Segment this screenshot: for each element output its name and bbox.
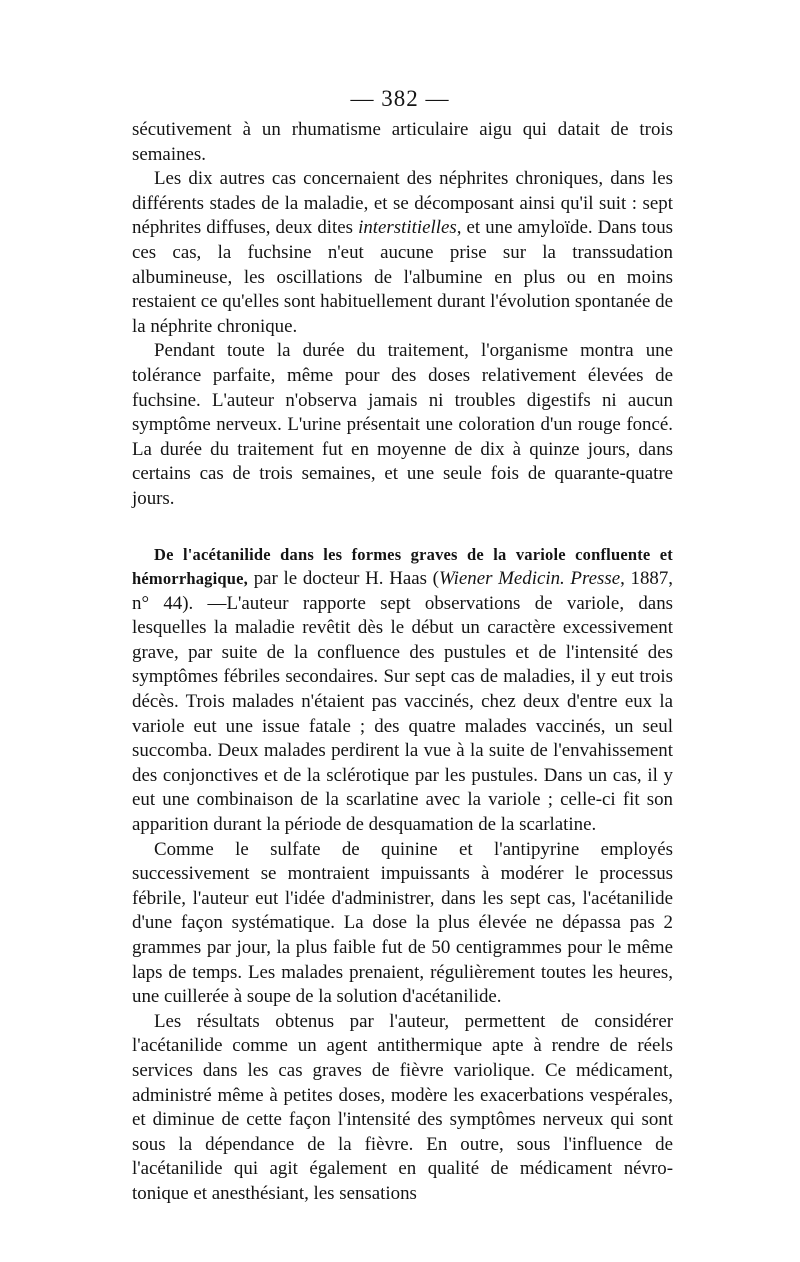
paragraph-dosage: Comme le sulfate de quinine et l'antipyrine employés successivement se montraient impuissants à modérer le processus fébrile, l'auteur eut l'idée d'administrer, dans les sept cas, l'acétanilide d'une façon systématique. La dose la plus élevée ne dépassa pas 2 grammes par jour, la plus faible fut de 50 centigrammes pour le même laps de temps. Les malades prenaient, régulièrement toutes les heures, une cuillerée à soupe de la solution d'acétanilide. bbox=[132, 838, 673, 1008]
page-number: — 382 — bbox=[350, 86, 450, 111]
paragraph-text: Les dix autres cas concernaient des néphrites chroniques, dans les différents stades de la maladie, et se décomposant ainsi qu'il suit : sept néphrites diffuses, deux dites bbox=[132, 168, 673, 239]
paragraph-tolerance: Pendant toute la durée du traitement, l'organisme montra une tolérance parfaite, même pour des doses relativement élevées de fuchsine. L'auteur n'observa jamais ni troubles digestifs ni aucun symptôme nerveux. L'urine présentait une coloration d'un rouge foncé. La durée du traitement fut en moyenne de dix à quinze jours, dans certains cas de trois semaines, et une seule fois de quarante-quatre jours. bbox=[132, 340, 673, 509]
article-heading: De l'acétanilide dans les formes graves de la variole confluente et hémorrhagique, bbox=[132, 544, 673, 589]
text-block bbox=[132, 118, 673, 1207]
italic-term: interstitielles bbox=[358, 217, 457, 239]
journal-title: Wiener Medicin. Presse bbox=[438, 568, 621, 590]
article-acetanilide bbox=[132, 543, 673, 838]
paragraph-results: Les résultats obtenus par l'auteur, permettent de considérer l'acétanilide comme un agent antithermique apte à rendre de réels services dans les cas graves de fièvre variolique. Ce médicament, administré même à petites doses, modère les exacerbations vespérales, et diminue de cette façon l'intensité des symptômes nerveux qui sont sous la dépendance de la fièvre. En outre, sous l'influence de l'acétanilide qui agit également en qualité de médicament névro-tonique et anesthésiant, les sensations bbox=[132, 1010, 673, 1204]
paragraph-text: , et une amyloïde. Dans tous ces cas, la fuchsine n'eut aucune prise sur la transsudation albumineuse, les oscillations de l'albumine en plus ou en moins restaient ce qu'elles sont habituellement durant l'évolution spontanée de la néphrite chronique. bbox=[132, 217, 673, 337]
article-body: , 1887, n° 44). —L'auteur rapporte sept observations de variole, dans lesquelles la maladie revêtit dès le début un caractère excessivement grave, par suite de la confluence des pustules et de l'intensité des symptômes fébriles secondaires. Sur sept cas de maladies, il y eut trois décès. Trois malades n'étaient pas vaccinés, chez deux d'entre eux la variole eut une issue fatale ; des quatre malades vaccinés, un seul succomba. Deux malades perdirent la vue à la suite de l'envahissement des conjonctives et de la sclérotique par les pustules. Dans un cas, il y eut une combinaison de la scarlatine avec la variole ; celle-ci fit son apparition durant la période de desquamation de la scarlatine. bbox=[132, 568, 674, 836]
article-byline: par le docteur H. Haas ( bbox=[248, 568, 439, 590]
paragraph-nephrites bbox=[132, 167, 673, 339]
paragraph-continuation: sécutivement à un rhumatisme articulaire aigu qui datait de trois semaines. bbox=[132, 119, 673, 165]
section-gap bbox=[132, 512, 673, 543]
